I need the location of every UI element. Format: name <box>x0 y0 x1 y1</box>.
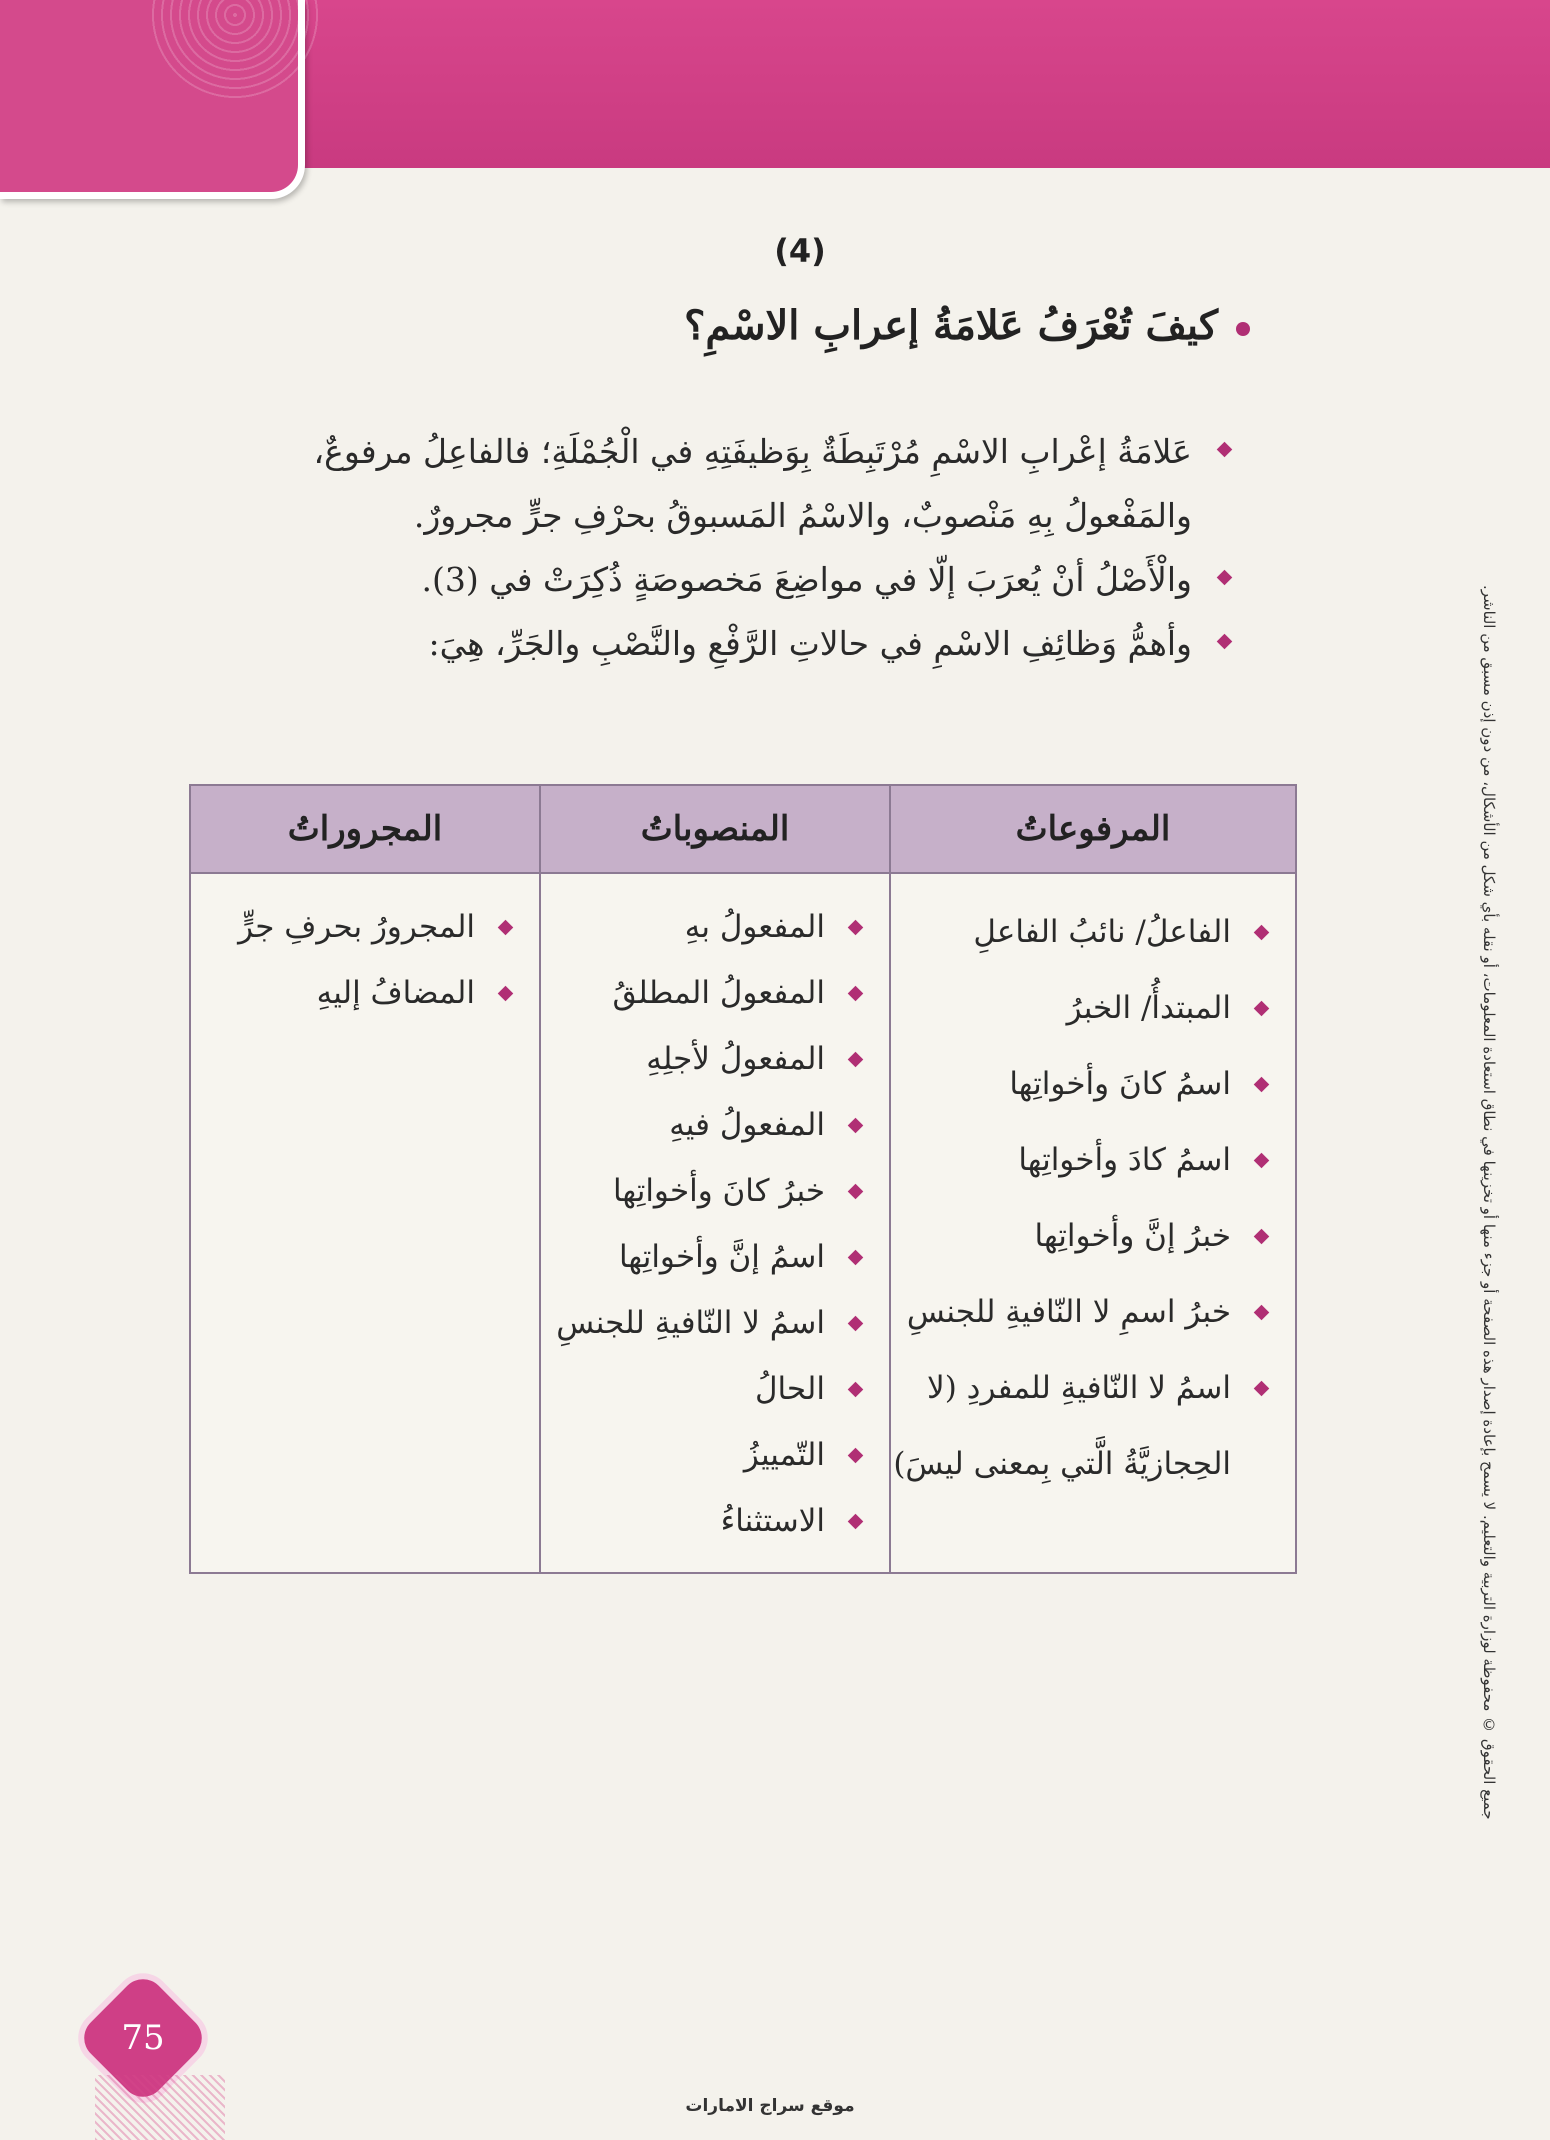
table-item-text: اسمُ لا النّافيةِ للمفردِ (لا الحِجازيَّةُ الَّتي بِمعنى ليسَ) <box>893 1370 1231 1482</box>
corner-tab <box>0 0 305 199</box>
header-band <box>290 0 1550 168</box>
table-item <box>541 1224 865 1290</box>
table-item <box>541 960 865 1026</box>
diamond-bullet-icon <box>1254 925 1270 941</box>
column-mansubat <box>539 786 889 1572</box>
diamond-bullet-icon <box>848 1052 864 1068</box>
table-item <box>541 1092 865 1158</box>
column-header: المنصوباتُ <box>541 786 889 874</box>
table-item-text: خبرُ اسمِ لا النّافيةِ للجنسِ <box>906 1294 1231 1330</box>
diamond-bullet-icon <box>1217 442 1233 458</box>
diamond-bullet-icon <box>848 1250 864 1266</box>
diamond-bullet-icon <box>1254 1381 1270 1397</box>
table-item-text: المجرورُ بحرفِ جرٍّ <box>238 909 475 945</box>
column-list <box>191 874 539 1026</box>
diamond-bullet-icon <box>848 1382 864 1398</box>
section-number: (4) <box>774 232 826 270</box>
list-item <box>232 420 1232 548</box>
diamond-bullet-icon <box>1217 570 1233 586</box>
table-item-text: المفعولُ المطلقُ <box>612 975 825 1011</box>
page-number: 75 <box>121 2018 165 2058</box>
diamond-bullet-icon <box>848 986 864 1002</box>
diamond-bullet-icon <box>1254 1077 1270 1093</box>
table-item-text: اسمُ كانَ وأخواتِها <box>1009 1066 1231 1102</box>
diamond-bullet-icon <box>498 920 514 936</box>
question-text: كيفَ تُعْرَفُ عَلامَةُ إعرابِ الاسْمِ؟ <box>684 302 1218 349</box>
table-item-text: الاستثناءُ <box>720 1503 825 1539</box>
table-item <box>541 1488 865 1554</box>
diamond-bullet-icon <box>498 986 514 1002</box>
bullet-list <box>232 420 1232 676</box>
diamond-bullet-icon <box>1254 1153 1270 1169</box>
list-item <box>232 548 1232 612</box>
table-item-text: المفعولُ فيهِ <box>669 1107 825 1143</box>
table-item-text: المفعولُ لأجلِهِ <box>646 1041 825 1077</box>
question-heading <box>684 302 1250 349</box>
table-item <box>541 1290 865 1356</box>
diamond-bullet-icon <box>1254 1229 1270 1245</box>
table-item <box>541 1422 865 1488</box>
bullet-dot-icon <box>1236 322 1250 336</box>
table-item-text: اسمُ إنَّ وأخواتِها <box>618 1239 825 1275</box>
table-item-text: اسمُ كادَ وأخواتِها <box>1018 1142 1231 1178</box>
list-item-text: وأهمُّ وَظائِفِ الاسْمِ في حالاتِ الرَّفْعِ والنَّصْبِ والجَرِّ، هِيَ: <box>428 624 1192 663</box>
column-list <box>891 874 1295 1502</box>
diamond-bullet-icon <box>848 1316 864 1332</box>
table-item-text: الحالُ <box>754 1371 825 1407</box>
table-item <box>541 1158 865 1224</box>
column-marfuat <box>889 786 1295 1572</box>
decorative-hatch <box>95 2075 225 2140</box>
list-item-text: والْأَصْلُ أنْ يُعرَبَ إلّا في مواضِعَ مَخصوصَةٍ ذُكِرَتْ في (3). <box>421 560 1192 599</box>
diamond-bullet-icon <box>848 1184 864 1200</box>
table-item <box>891 1350 1271 1502</box>
column-header: المرفوعاتُ <box>891 786 1295 874</box>
table-item <box>891 1046 1271 1122</box>
table-item-text: اسمُ لا النّافيةِ للجنسِ <box>556 1305 825 1341</box>
column-list <box>541 874 889 1554</box>
grammar-table <box>189 784 1297 1574</box>
table-item <box>891 894 1271 970</box>
copyright-notice: جميع الحقوق © محفوظة لوزارة التربية والتعليم. لا يسمح بإعادة إصدار هذه الصفحة أو جزء منها أو تخزينها في نطاق استعادة المعلومات، أو نقله بأي شكل من الأشكال، من دون إذن مسبق من الناشر. <box>1480 585 1498 1820</box>
table-item-text: التّمييزُ <box>743 1437 825 1473</box>
diamond-bullet-icon <box>1254 1305 1270 1321</box>
decorative-swirl <box>150 0 320 100</box>
table-item <box>891 1198 1271 1274</box>
table-item-text: خبرُ إنَّ وأخواتِها <box>1034 1218 1231 1254</box>
diamond-bullet-icon <box>848 920 864 936</box>
table-item <box>891 1274 1271 1350</box>
table-item-text: الفاعلُ/ نائبُ الفاعلِ <box>973 914 1231 950</box>
diamond-bullet-icon <box>848 1514 864 1530</box>
diamond-bullet-icon <box>848 1118 864 1134</box>
list-item-text: عَلامَةُ إعْرابِ الاسْمِ مُرْتَبِطَةٌ بِوَظيفَتِهِ في الْجُمْلَةِ؛ فالفاعِلُ مرفوعٌ، والمَفْعولُ بِهِ مَنْصوبٌ، والاسْمُ المَسبوقُ بحرْفِ جرٍّ مجرورٌ. <box>313 432 1192 535</box>
table-item <box>191 894 515 960</box>
table-item <box>891 970 1271 1046</box>
diamond-bullet-icon <box>848 1448 864 1464</box>
table-item-text: المفعولُ بهِ <box>684 909 825 945</box>
diamond-bullet-icon <box>1217 634 1233 650</box>
table-item <box>891 1122 1271 1198</box>
column-header: المجروراتُ <box>191 786 539 874</box>
table-item <box>541 1356 865 1422</box>
list-item <box>232 612 1232 676</box>
footer-watermark: موقع سراج الامارات <box>685 2096 855 2116</box>
table-item-text: خبرُ كانَ وأخواتِها <box>612 1173 825 1209</box>
column-majrurat <box>191 786 539 1572</box>
table-item <box>541 894 865 960</box>
table-item <box>191 960 515 1026</box>
table-item-text: المضافُ إليهِ <box>316 975 475 1011</box>
table-item <box>541 1026 865 1092</box>
table-item-text: المبتدأُ/ الخبرُ <box>1066 990 1231 1026</box>
diamond-bullet-icon <box>1254 1001 1270 1017</box>
